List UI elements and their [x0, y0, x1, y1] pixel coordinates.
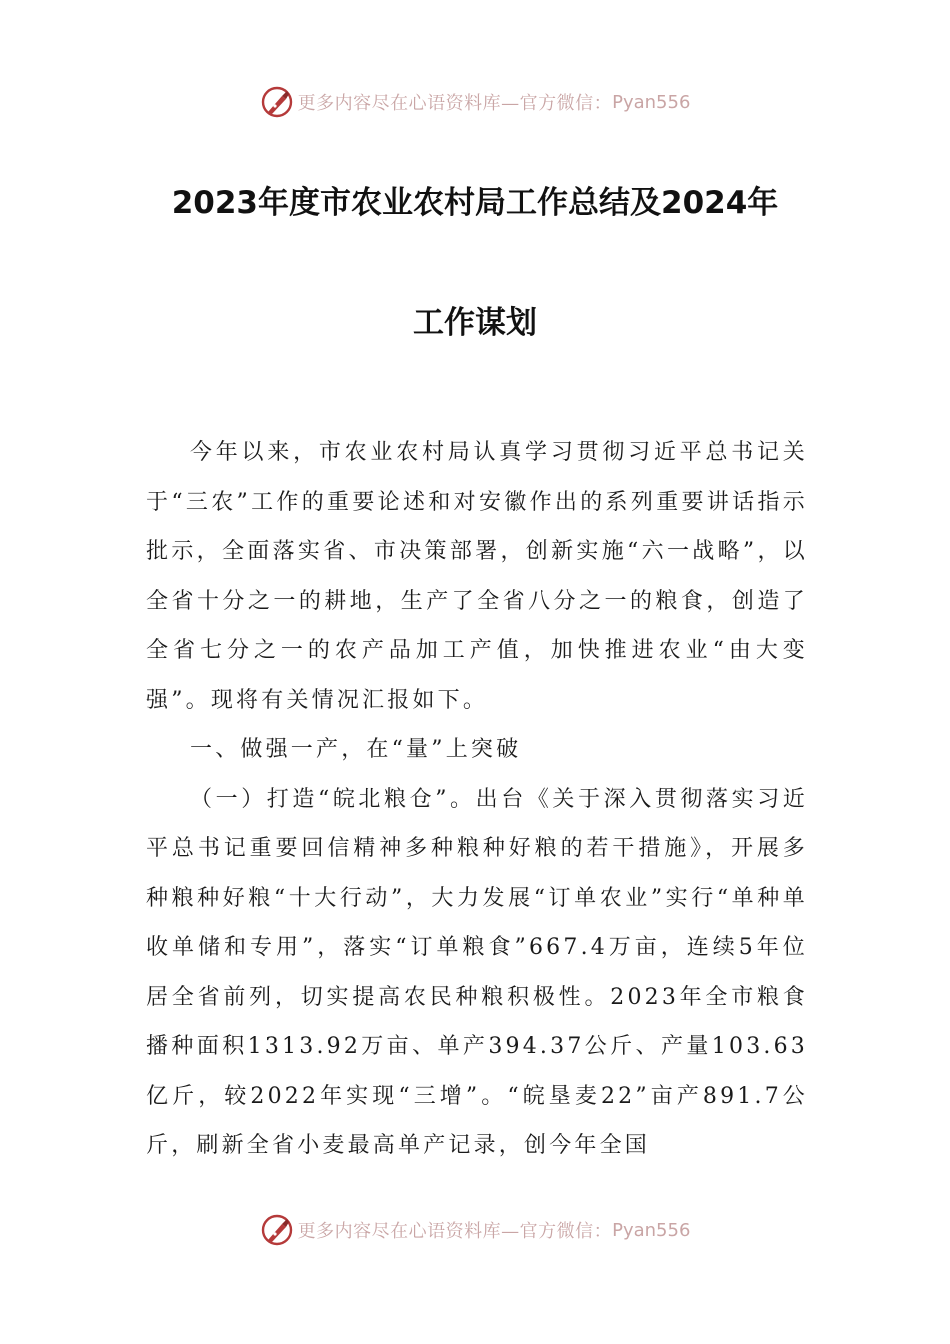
paragraph-granary: （一）打造“皖北粮仓”。出台《关于深入贯彻落实习近平总书记重要回信精神多种粮种好粮的若干措施》，开展多种粮种好粮“十大行动”，大力发展“订单农业”实行“单种单收单储和专用”，落实“订单粮食”667.4万亩，连续5年位居全省前列，切实提高农民种粮积极性。2023年全市粮食播种面积1313.92万亩、单产394.37公斤、产量103.63亿斤，较2022年实现“三增”。“皖垦麦22”亩产891.7公斤，刷新全省小麦最高单产记录，创今年全国	[146, 786, 808, 1158]
document-body	[146, 428, 808, 1171]
watermark-banner-bottom	[0, 1210, 950, 1250]
watermark-wechat-id: Pyan556	[612, 1219, 691, 1241]
watermark-text: 更多内容尽在心语资料库—官方微信：	[297, 1221, 613, 1242]
document-title-line-1: 2023年度市农业农村局工作总结及2024年	[171, 185, 779, 221]
document-title-line-2: 工作谋划	[413, 305, 537, 341]
watermark-banner-top	[0, 82, 950, 122]
pen-nib-logo-icon	[260, 85, 294, 119]
watermark-text: 更多内容尽在心语资料库—官方微信：	[297, 93, 613, 114]
paragraph-intro: 今年以来，市农业农村局认真学习贯彻习近平总书记关于“三农”工作的重要论述和对安徽作出的系列重要讲话指示批示，全面落实省、市决策部署，创新实施“六一战略”，以全省十分之一的耕地，生产了全省八分之一的粮食，创造了全省七分之一的农产品加工产值，加快推进农业“由大变强”。现将有关情况汇报如下。	[146, 440, 808, 713]
section-heading-1: 一、做强一产，在“量”上突破	[190, 737, 522, 762]
pen-nib-logo-icon	[260, 1213, 294, 1247]
watermark-wechat-id: Pyan556	[612, 91, 691, 113]
